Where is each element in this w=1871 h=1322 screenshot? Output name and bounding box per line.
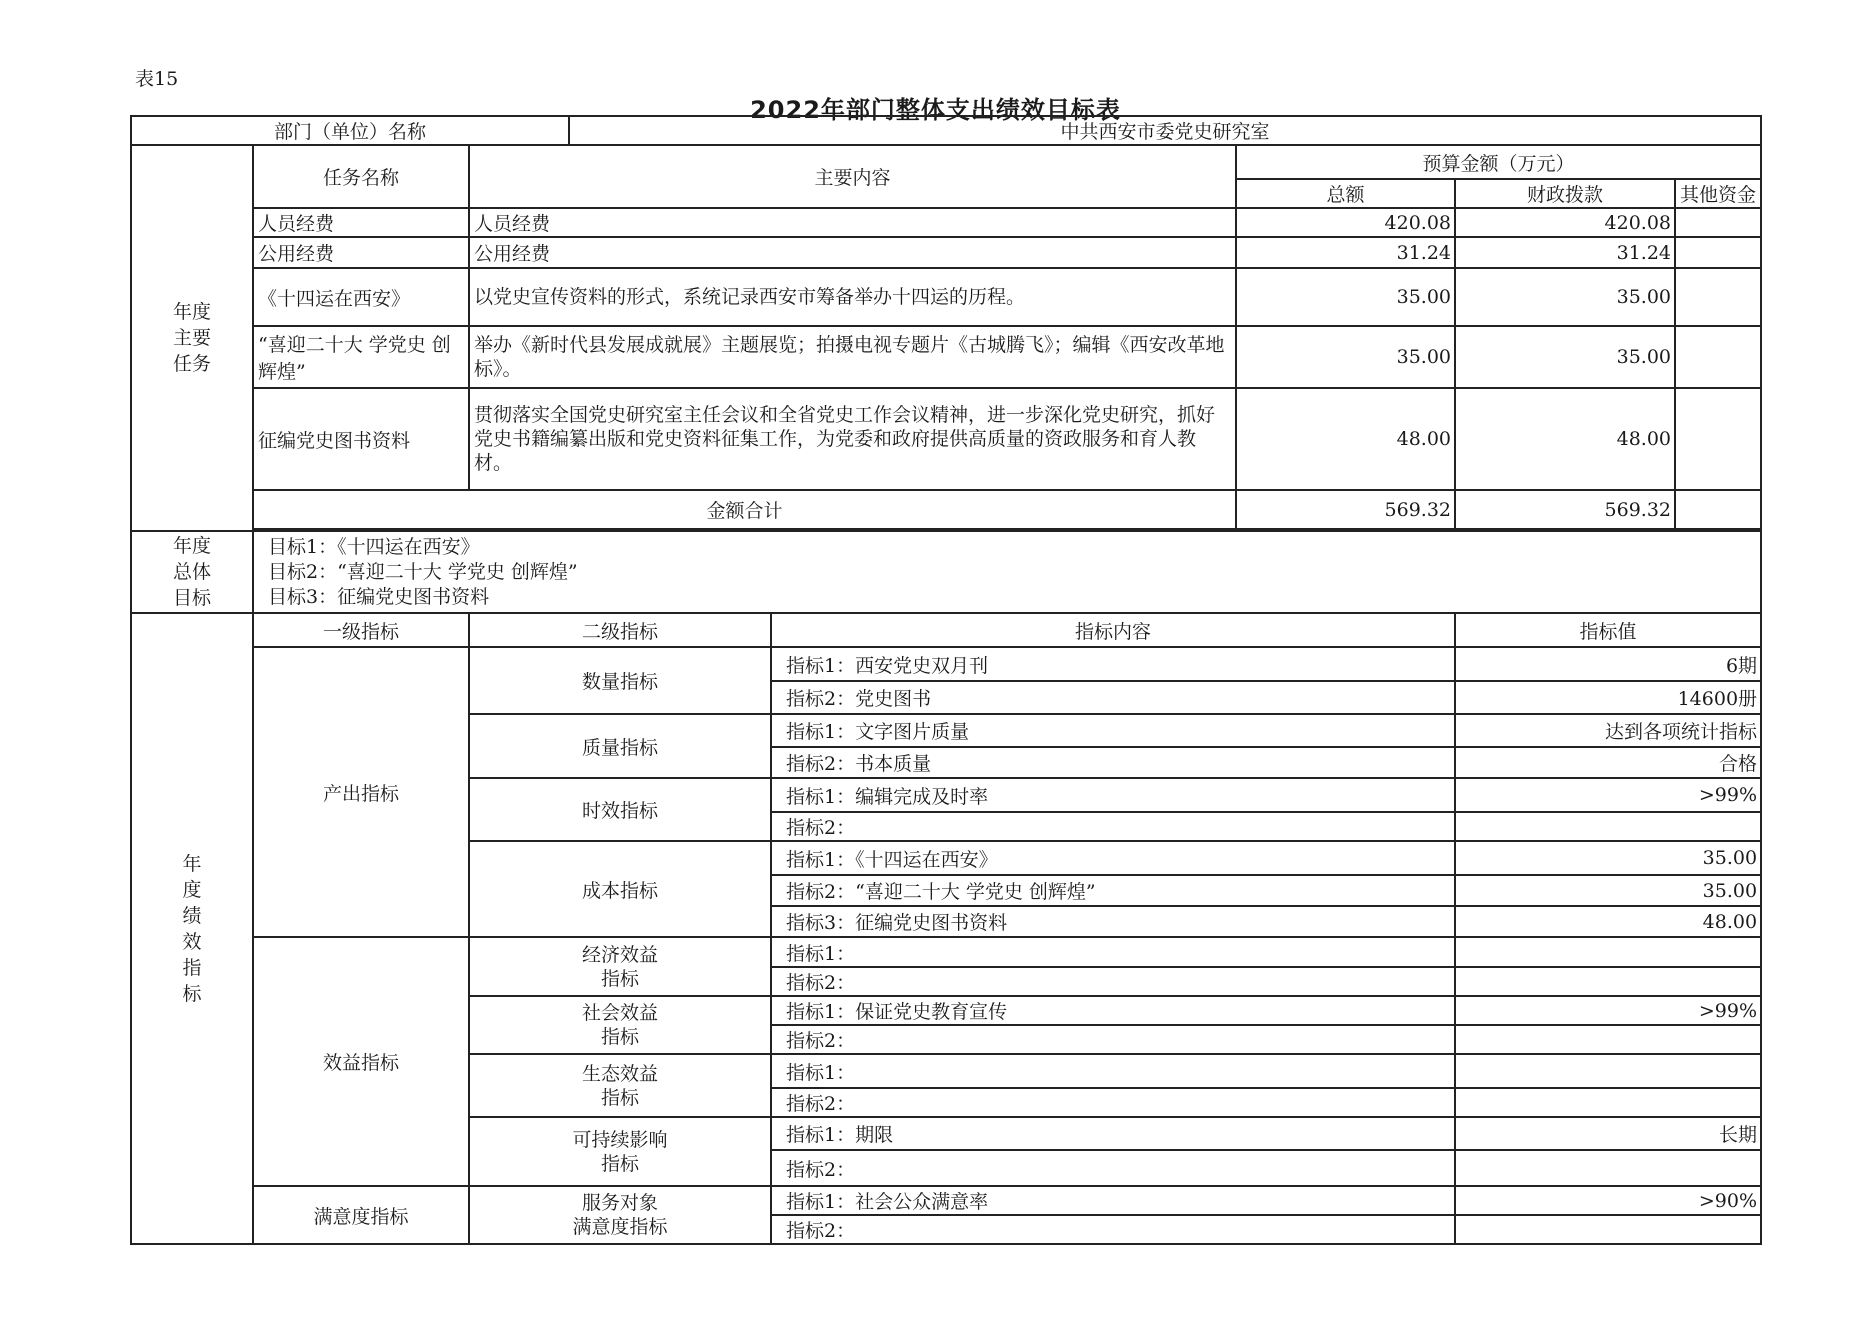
task-content: 贯彻落实全国党史研究室主任会议和全省党史工作会议精神，进一步深化党史研究，抓好党史书籍编纂出版和党史资料征集工作，为党委和政府提供高质量的资政服务和育人教材。 bbox=[469, 388, 1236, 490]
task-name: 征编党史图书资料 bbox=[253, 388, 469, 490]
goal-item: 目标3：征编党史图书资料 bbox=[268, 585, 490, 608]
level2-quantity: 数量指标 bbox=[469, 647, 771, 714]
indicator-content: 指标1：社会公众满意率 bbox=[771, 1186, 1455, 1215]
task-header-row bbox=[131, 145, 1761, 179]
budget-header: 预算金额（万元） bbox=[1236, 145, 1761, 179]
task-row bbox=[131, 208, 1761, 237]
task-content-header: 主要内容 bbox=[469, 145, 1236, 208]
indicator-content: 指标2：“喜迎二十大 学党史 创辉煌” bbox=[771, 875, 1455, 906]
other-header: 其他资金 bbox=[1675, 179, 1761, 208]
goals-section-label bbox=[131, 531, 253, 613]
indicator-value bbox=[1455, 967, 1761, 996]
indicator-value: >90% bbox=[1455, 1186, 1761, 1215]
level1-output: 产出指标 bbox=[253, 647, 469, 937]
task-name-header: 任务名称 bbox=[253, 145, 469, 208]
level2-cost: 成本指标 bbox=[469, 841, 771, 937]
indicator-header-row bbox=[131, 613, 1761, 647]
task-other bbox=[1675, 388, 1761, 490]
indicator-content: 指标1：西安党史双月刊 bbox=[771, 647, 1455, 681]
indicator-value: 14600册 bbox=[1455, 681, 1761, 714]
content-header: 指标内容 bbox=[771, 613, 1455, 647]
task-name: 公用经费 bbox=[253, 237, 469, 268]
task-row bbox=[131, 326, 1761, 388]
sum-label: 金额合计 bbox=[253, 490, 1236, 529]
level2-service: 服务对象 满意度指标 bbox=[469, 1186, 771, 1244]
task-other bbox=[1675, 237, 1761, 268]
task-fiscal: 420.08 bbox=[1455, 208, 1675, 237]
indicator-value: 达到各项统计指标 bbox=[1455, 714, 1761, 747]
indicator-content: 指标2： bbox=[771, 1025, 1455, 1054]
task-fiscal: 35.00 bbox=[1455, 326, 1675, 388]
indicator-content: 指标2： bbox=[771, 967, 1455, 996]
indicator-row bbox=[131, 1186, 1761, 1215]
dept-label: 部门（单位）名称 bbox=[131, 116, 569, 145]
task-content: 以党史宣传资料的形式，系统记录西安市筹备举办十四运的历程。 bbox=[469, 268, 1236, 326]
indicator-value bbox=[1455, 937, 1761, 967]
total-header: 总额 bbox=[1236, 179, 1455, 208]
indicators-section-text: 年度绩效指标 bbox=[182, 852, 202, 1005]
indicator-content: 指标2： bbox=[771, 1150, 1455, 1186]
indicator-value: 35.00 bbox=[1455, 875, 1761, 906]
indicator-row bbox=[131, 937, 1761, 967]
indicator-content: 指标2：书本质量 bbox=[771, 747, 1455, 778]
sum-other bbox=[1675, 490, 1761, 529]
indicator-value bbox=[1455, 1054, 1761, 1088]
goals-section-text: 年度 总体 目标 bbox=[172, 535, 211, 609]
sum-row bbox=[131, 490, 1761, 529]
task-fiscal: 35.00 bbox=[1455, 268, 1675, 326]
tasks-section-text: 年度 主要 任务 bbox=[172, 301, 211, 375]
level2-social: 社会效益 指标 bbox=[469, 996, 771, 1054]
indicator-content: 指标1：《十四运在西安》 bbox=[771, 841, 1455, 875]
task-row bbox=[131, 388, 1761, 490]
indicator-row bbox=[131, 647, 1761, 681]
performance-target-table bbox=[130, 115, 1762, 1245]
value-header: 指标值 bbox=[1455, 613, 1761, 647]
task-total: 31.24 bbox=[1236, 237, 1455, 268]
indicator-content: 指标1： bbox=[771, 1054, 1455, 1088]
indicator-value bbox=[1455, 1088, 1761, 1117]
goal-item: 目标2：“喜迎二十大 学党史 创辉煌” bbox=[268, 560, 578, 583]
task-content: 人员经费 bbox=[469, 208, 1236, 237]
indicator-content: 指标2： bbox=[771, 812, 1455, 841]
task-content: 举办《新时代县发展成就展》主题展览；拍摄电视专题片《古城腾飞》；编辑《西安改革地标》。 bbox=[469, 326, 1236, 388]
page-title: 2022年部门整体支出绩效目标表 bbox=[750, 96, 1121, 124]
indicator-value bbox=[1455, 1215, 1761, 1244]
goals-row bbox=[131, 531, 1761, 613]
indicator-value: >99% bbox=[1455, 778, 1761, 812]
sum-fiscal: 569.32 bbox=[1455, 490, 1675, 529]
task-other bbox=[1675, 208, 1761, 237]
task-name: 人员经费 bbox=[253, 208, 469, 237]
indicator-value: 48.00 bbox=[1455, 906, 1761, 937]
task-fiscal: 48.00 bbox=[1455, 388, 1675, 490]
indicator-value bbox=[1455, 812, 1761, 841]
indicator-content: 指标2：党史图书 bbox=[771, 681, 1455, 714]
indicator-value: 长期 bbox=[1455, 1117, 1761, 1150]
level2-timeliness: 时效指标 bbox=[469, 778, 771, 841]
task-row bbox=[131, 268, 1761, 326]
indicator-value bbox=[1455, 1150, 1761, 1186]
sum-total: 569.32 bbox=[1236, 490, 1455, 529]
task-total: 48.00 bbox=[1236, 388, 1455, 490]
task-name: “喜迎二十大 学党史 创辉煌” bbox=[253, 326, 469, 388]
indicator-value: 35.00 bbox=[1455, 841, 1761, 875]
indicator-value: 合格 bbox=[1455, 747, 1761, 778]
indicators-section-label bbox=[131, 613, 253, 1244]
indicator-content: 指标2： bbox=[771, 1088, 1455, 1117]
task-row bbox=[131, 237, 1761, 268]
tasks-section-label bbox=[131, 145, 253, 531]
task-content: 公用经费 bbox=[469, 237, 1236, 268]
indicator-content: 指标3：征编党史图书资料 bbox=[771, 906, 1455, 937]
indicator-content: 指标1：保证党史教育宣传 bbox=[771, 996, 1455, 1025]
task-total: 35.00 bbox=[1236, 326, 1455, 388]
indicator-content: 指标1： bbox=[771, 937, 1455, 967]
level1-benefit: 效益指标 bbox=[253, 937, 469, 1186]
level2-header: 二级指标 bbox=[469, 613, 771, 647]
indicator-content: 指标1：期限 bbox=[771, 1117, 1455, 1150]
task-other bbox=[1675, 326, 1761, 388]
task-total: 35.00 bbox=[1236, 268, 1455, 326]
indicator-content: 指标1：编辑完成及时率 bbox=[771, 778, 1455, 812]
level1-satisfaction: 满意度指标 bbox=[253, 1186, 469, 1244]
level1-header: 一级指标 bbox=[253, 613, 469, 647]
goals-cell bbox=[253, 531, 1761, 613]
indicator-content: 指标1：文字图片质量 bbox=[771, 714, 1455, 747]
task-other bbox=[1675, 268, 1761, 326]
page-label: 表15 bbox=[135, 68, 179, 90]
goal-item: 目标1：《十四运在西安》 bbox=[268, 535, 480, 558]
level2-quality: 质量指标 bbox=[469, 714, 771, 778]
indicator-value: 6期 bbox=[1455, 647, 1761, 681]
fiscal-header: 财政拨款 bbox=[1455, 179, 1675, 208]
indicator-value: >99% bbox=[1455, 996, 1761, 1025]
indicator-content: 指标2： bbox=[771, 1215, 1455, 1244]
task-total: 420.08 bbox=[1236, 208, 1455, 237]
task-fiscal: 31.24 bbox=[1455, 237, 1675, 268]
indicator-value bbox=[1455, 1025, 1761, 1054]
level2-economic: 经济效益 指标 bbox=[469, 937, 771, 996]
task-name: 《十四运在西安》 bbox=[253, 268, 469, 326]
level2-sustainable: 可持续影响 指标 bbox=[469, 1117, 771, 1186]
dept-row bbox=[131, 116, 1761, 145]
dept-value: 中共西安市委党史研究室 bbox=[569, 116, 1761, 145]
level2-ecological: 生态效益 指标 bbox=[469, 1054, 771, 1117]
